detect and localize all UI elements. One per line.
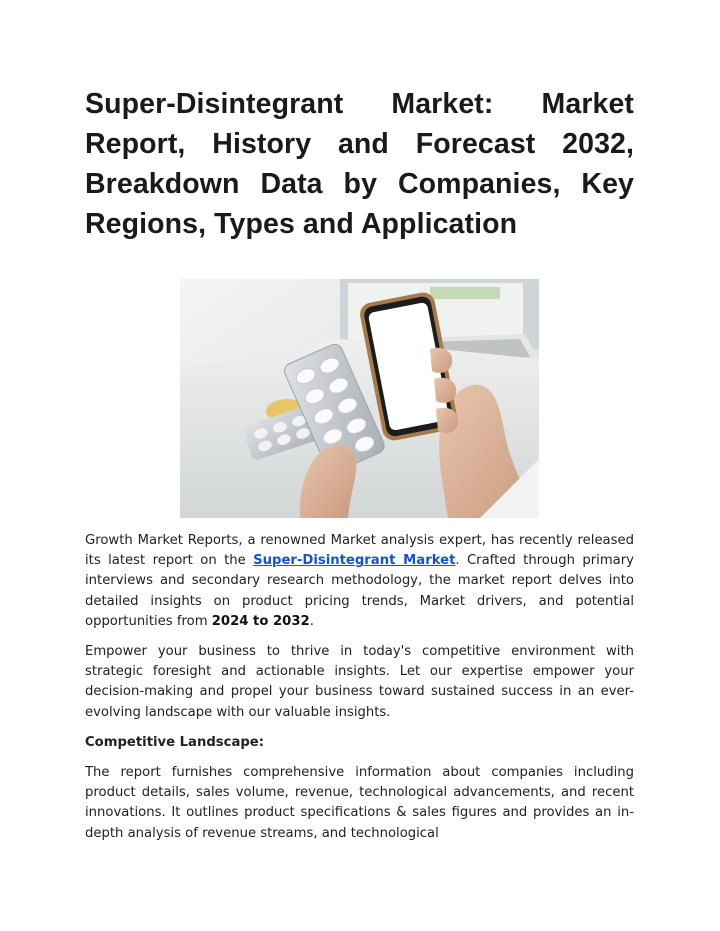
smartphone-pills-photo	[180, 279, 539, 518]
hero-image	[180, 279, 539, 518]
page-title: Super-Disintegrant Market: Market Report, History and Forecast 2032, Breakdown Data by Companies, Key Regions, Types and Application	[85, 88, 634, 240]
intro-text-start: Growth Market Reports, a renowned Market analysis expert, has recently released its latest report on the	[85, 533, 634, 569]
forecast-period: 2024 to 2032	[211, 613, 310, 629]
intro-text-middle: . Crafted through primary interviews and secondary research methodology, the market report delves into detailed insights on product pricing trends, Market drivers, and potential opportunities from	[85, 553, 634, 629]
competitive-landscape-heading: Competitive Landscape:	[85, 734, 264, 750]
document-page	[85, 84, 634, 841]
empower-paragraph: Empower your business to thrive in today's competitive environment with strategic foresight and actionable insights. Let our expertise empower your decision-making and propel your business toward sustained success in an ever-evolving landscape with our valuable insights.	[85, 644, 634, 720]
market-report-link[interactable]: Super-Disintegrant Market	[253, 553, 456, 569]
intro-text-end: .	[309, 613, 314, 629]
body-text	[85, 531, 634, 854]
report-details-paragraph: The report furnishes comprehensive information about companies including product details, sales volume, revenue, technological advancements, and recent innovations. It outlines product specifications & sales figures and provides an in-depth analysis of revenue streams, and technological	[85, 765, 634, 841]
intro-paragraph	[85, 531, 634, 632]
